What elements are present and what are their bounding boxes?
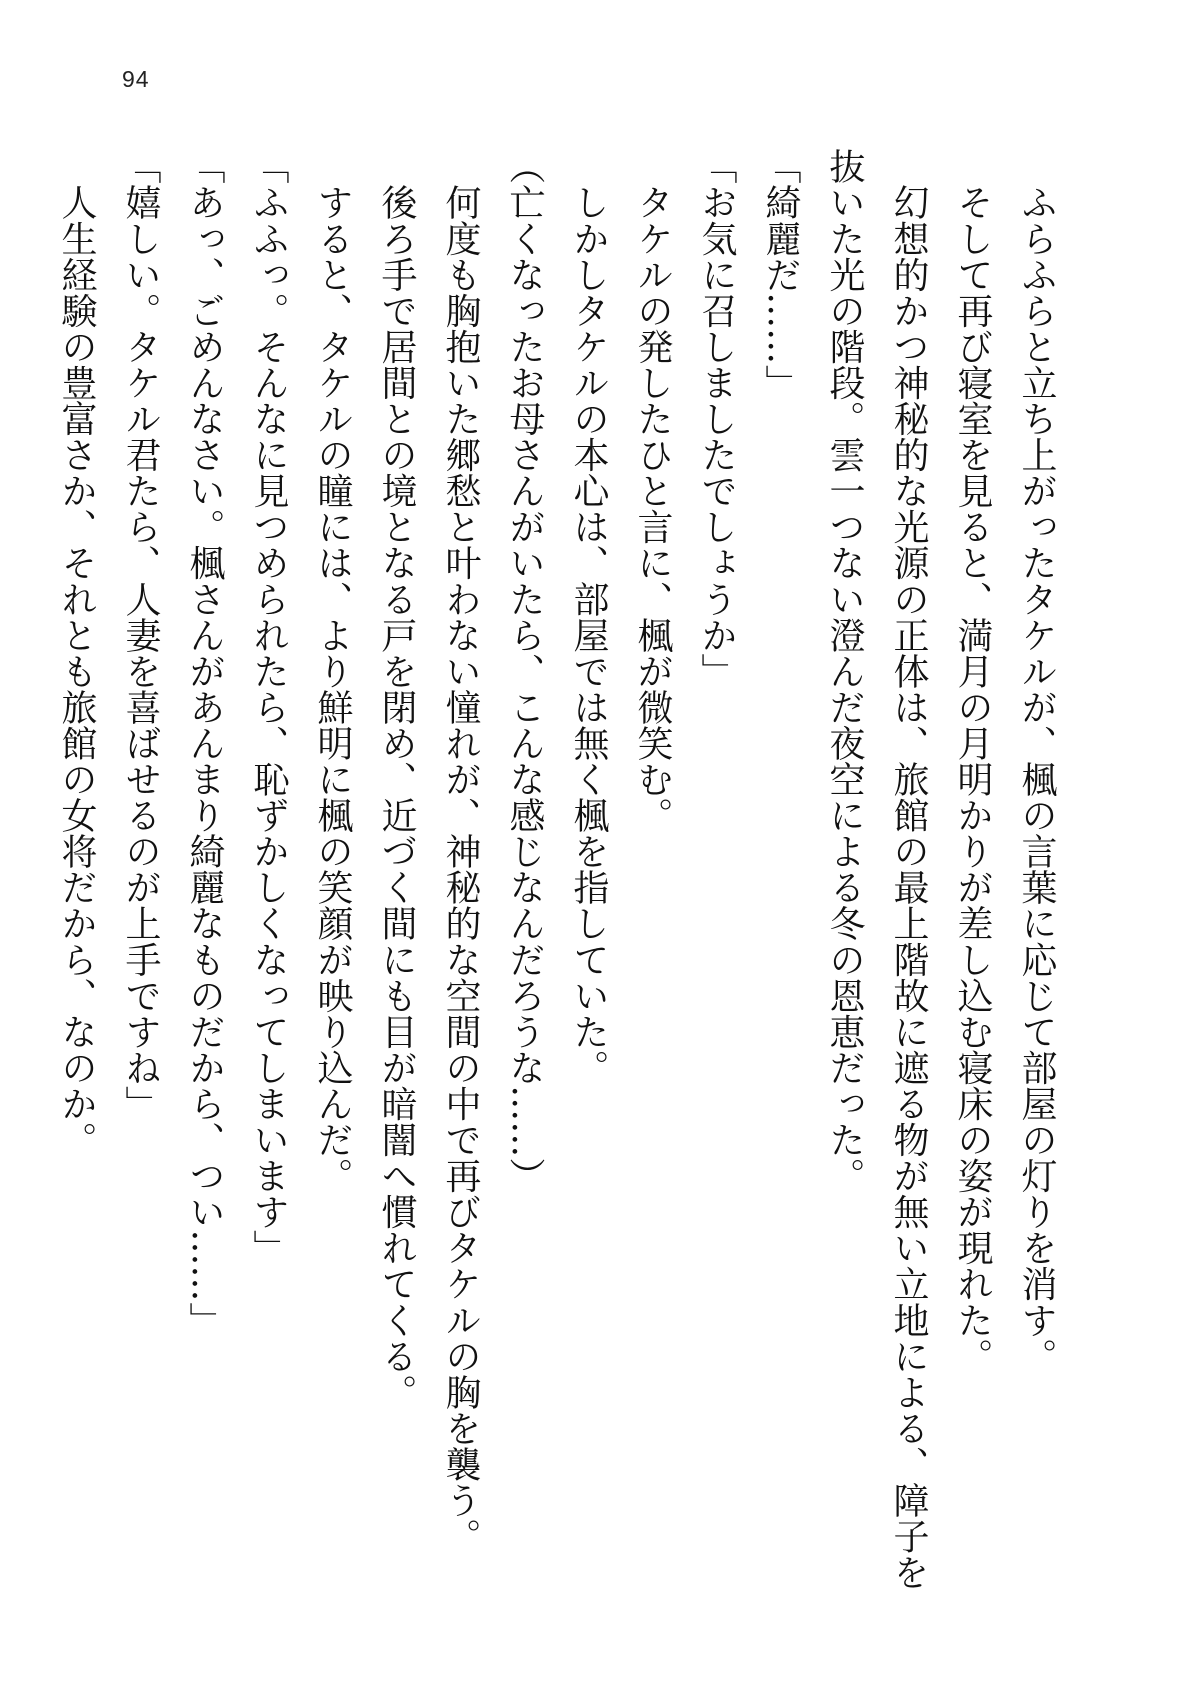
- text-line: 「嬉しい。タケル君たら、人妻を喜ばせるのが上手ですね」: [120, 148, 161, 1122]
- text-line: 後ろ手で居間との境となる戸を閉め、近づく間にも目が暗闇へ慣れてくる。: [376, 148, 417, 1410]
- body-text: [56, 148, 1068, 1590]
- text-line: 幻想的かつ神秘的な光源の正体は、旅館の最上階故に遮る物が無い立地による、障子を: [888, 148, 929, 1590]
- text-line: 何度も胸抱いた郷愁と叶わない憧れが、神秘的な空間の中で再びタケルの胸を襲う。: [440, 148, 481, 1554]
- text-line: 「ふふっ。そんなに見つめられたら、恥ずかしくなってしまいます」: [248, 148, 289, 1266]
- text-line: すると、タケルの瞳には、より鮮明に楓の笑顔が映り込んだ。: [312, 148, 353, 1194]
- text-line: 抜いた光の階段。雲一つない澄んだ夜空による冬の恩恵だった。: [824, 148, 865, 1194]
- text-line: 「綺麗だ……」: [760, 148, 801, 401]
- text-line: （亡くなったお母さんがいたら、こんな感じなんだろうな……）: [504, 148, 545, 1194]
- text-line: タケルの発したひと言に、楓が微笑む。: [632, 148, 673, 833]
- text-line: 「お気に召しましたでしょうか」: [696, 148, 737, 689]
- text-line: ふらふらと立ち上がったタケルが、楓の言葉に応じて部屋の灯りを消す。: [1016, 148, 1057, 1374]
- page-number: 94: [122, 66, 150, 92]
- text-line: 人生経験の豊富さか、それとも旅館の女将だから、なのか。: [56, 148, 97, 1158]
- text-line: 「あっ、ごめんなさい。楓さんがあんまり綺麗なものだから、つい……」: [184, 148, 225, 1338]
- text-line: しかしタケルの本心は、部屋では無く楓を指していた。: [568, 148, 609, 1086]
- text-line: そして再び寝室を見ると、満月の月明かりが差し込む寝床の姿が現れた。: [952, 148, 993, 1374]
